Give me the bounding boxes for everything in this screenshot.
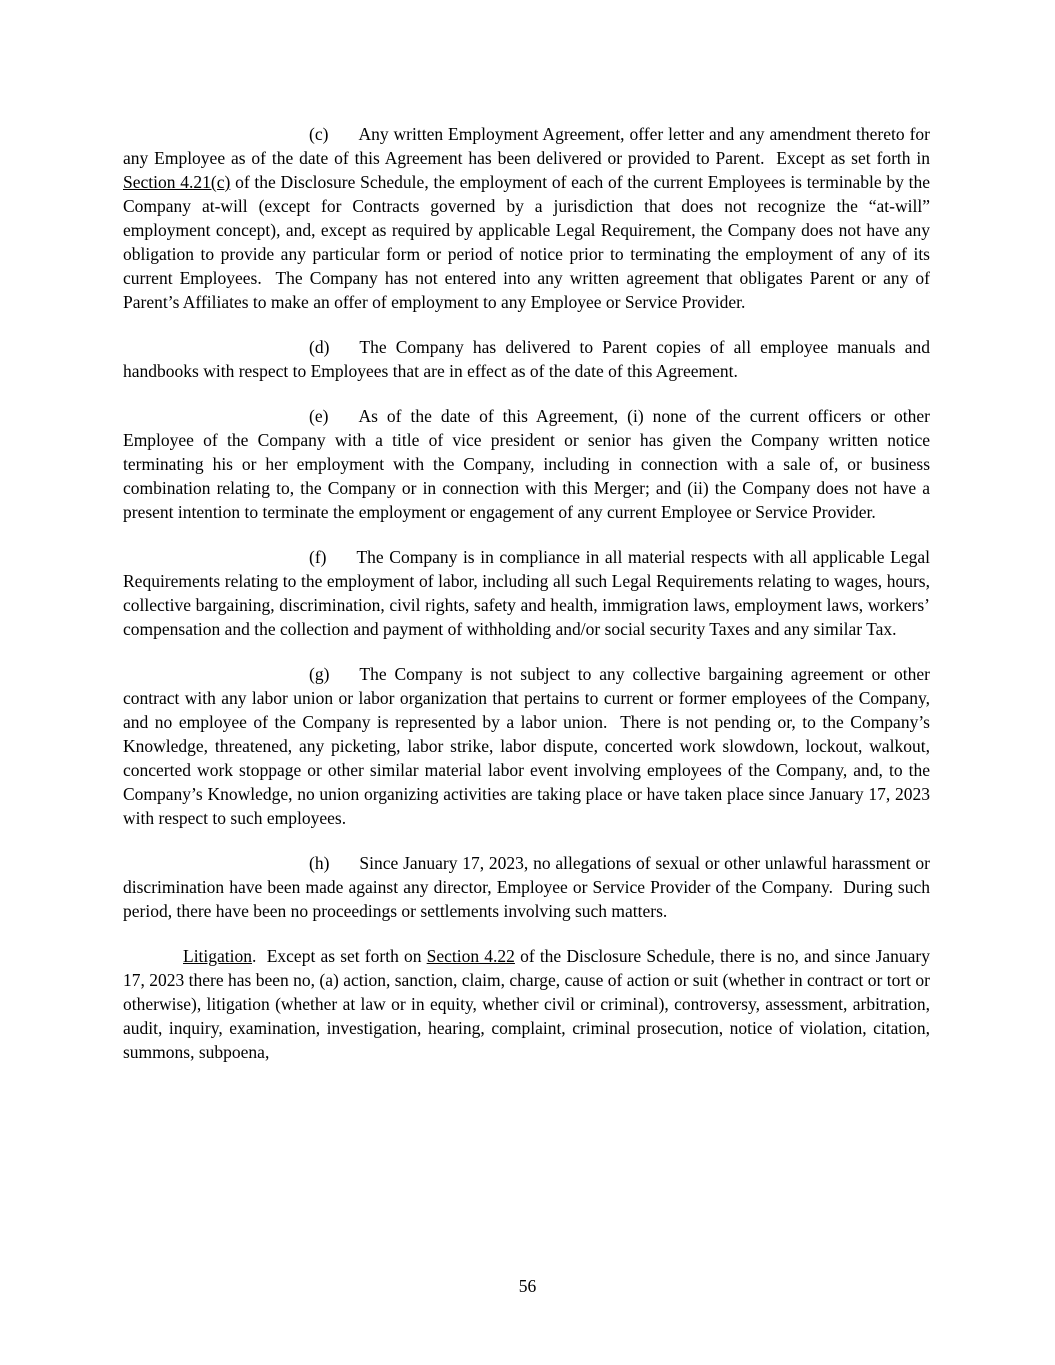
paragraph-h-text: Since January 17, 2023, no allegations of sexual or other unlawful harassment or discrimination have been made against any director, Employee or Service Provider of the Company. During such period, there have been no proceedings or settlements involving such matters.: [123, 853, 930, 921]
section-4-22-reference: Section 4.22: [426, 946, 515, 966]
paragraph-e-text: As of the date of this Agreement, (i) none of the current officers or other Employee of the Company with a title of vice president or senior has given the Company written notice terminating his or her employment with the Company, including in connection with a sale of, or business combination relating to, the Company or in connection with this Merger; and (ii) the Company does not have a present intention to terminate the employment or engagement of any current Employee or Service Provider.: [123, 406, 930, 522]
paragraph-g-text: The Company is not subject to any collective bargaining agreement or other contract with any labor union or labor organization that pertains to current or former employees of the Company, and no employee of the Company is represented by a labor union. There is not pending or, to the Company’s Knowledge, threatened, any picketing, labor strike, labor dispute, concerted work slowdown, lockout, walkout, concerted work stoppage or other similar material labor event involving employees of the Company, and, to the Company’s Knowledge, no union organizing activities are taking place or have taken place since January 17, 2023 with respect to such employees.: [123, 664, 930, 828]
paragraph-c-text: Any written Employment Agreement, offer letter and any amendment thereto for any Employee as of the date of this Agreement has been delivered or provided to Parent. Except as set forth in: [123, 124, 930, 168]
paragraph-c-label: (c): [309, 124, 329, 144]
section-4-21c-reference: Section 4.21(c): [123, 172, 231, 192]
litigation-text: . Except as set forth on: [252, 946, 427, 966]
paragraph-c: [123, 122, 930, 314]
paragraph-f: [123, 545, 930, 641]
paragraph-d: [123, 335, 930, 383]
paragraph-c-text-cont: of the Disclosure Schedule, the employment of each of the current Employees is terminable by the Company at-will (except for Contracts governed by a jurisdiction that does not recognize the “at-will” employment concept), and, except as required by applicable Legal Requirement, the Company does not have any obligation to provide any particular form or period of notice prior to terminating the employment of any of its current Employees. The Company has not entered into any written agreement that obligates Parent or any of Parent’s Affiliates to make an offer of employment to any Employee or Service Provider.: [123, 172, 930, 312]
paragraph-g-label: (g): [309, 664, 330, 684]
document-body: [123, 122, 930, 1085]
litigation-text-cont: of the Disclosure Schedule, there is no, and since January 17, 2023 there has been no, (a) action, sanction, claim, charge, cause of action or suit (whether in contract or tort or otherwise), litigation (whether at law or in equity, whether civil or criminal), controversy, assessment, arbitration, audit, inquiry, examination, investigation, hearing, complaint, criminal prosecution, notice of violation, citation, summons, subpoena,: [123, 946, 930, 1062]
paragraph-f-text: The Company is in compliance in all material respects with all applicable Legal Requirements relating to the employment of labor, including all such Legal Requirements relating to wages, hours, collective bargaining, discrimination, civil rights, safety and health, immigration laws, employment laws, workers’ compensation and the collection and payment of withholding and/or social security Taxes and any similar Tax.: [123, 547, 930, 639]
paragraph-d-label: (d): [309, 337, 330, 357]
paragraph-h: [123, 851, 930, 923]
paragraph-d-text: The Company has delivered to Parent copies of all employee manuals and handbooks with respect to Employees that are in effect as of the date of this Agreement.: [123, 337, 930, 381]
paragraph-h-label: (h): [309, 853, 330, 873]
paragraph-e: [123, 404, 930, 524]
litigation-heading: Litigation: [183, 946, 253, 966]
paragraph-f-label: (f): [309, 547, 327, 567]
litigation-paragraph: [123, 944, 930, 1064]
paragraph-g: [123, 662, 930, 830]
page-number: 56: [518, 1276, 537, 1296]
paragraph-e-label: (e): [309, 406, 329, 426]
